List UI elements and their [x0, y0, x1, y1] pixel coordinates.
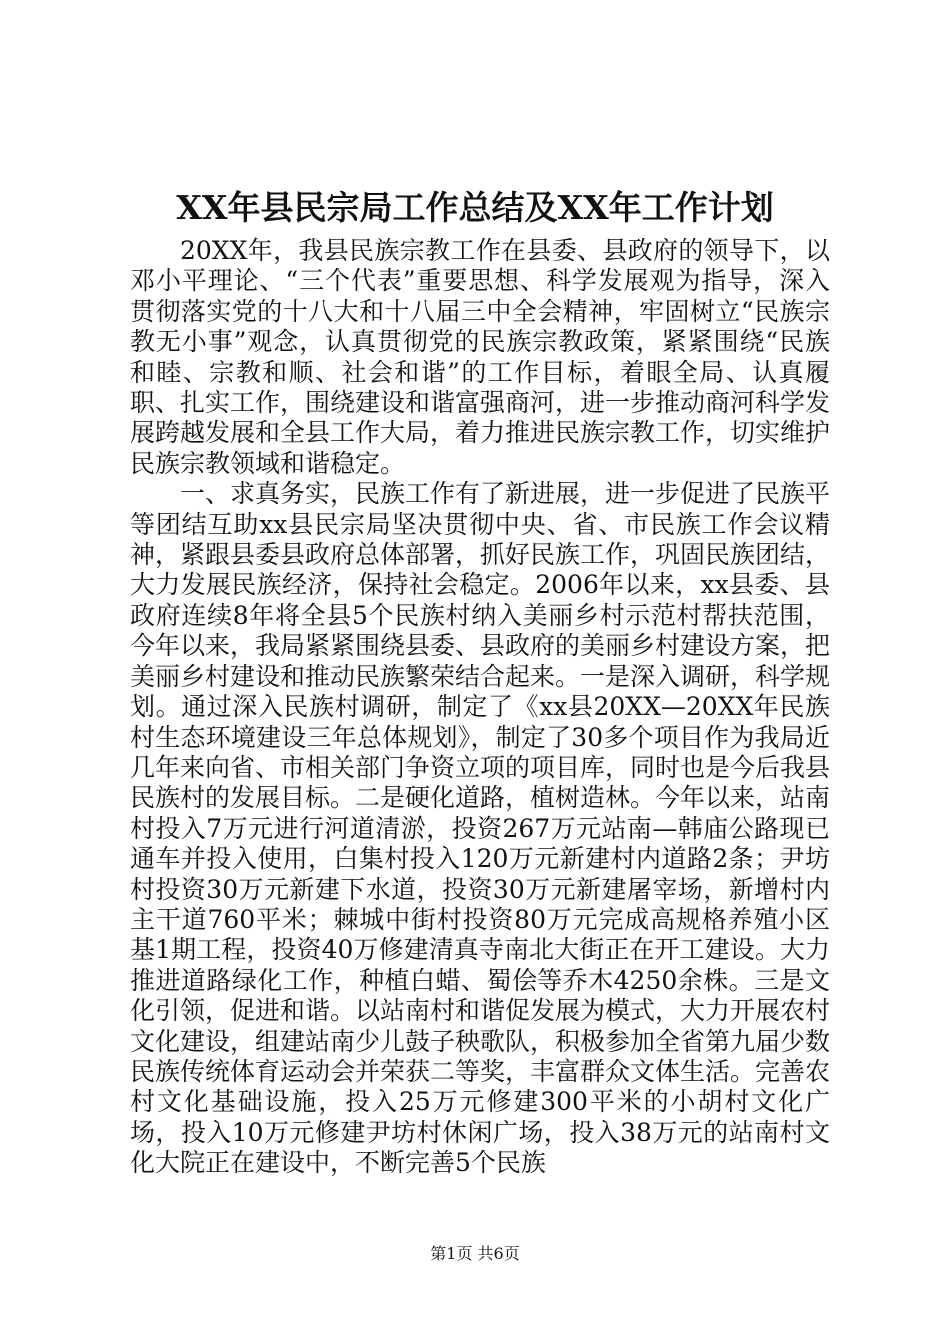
page-number-footer: 第1页 共6页 [430, 1244, 520, 1263]
paragraph-intro: 20XX年，我县民族宗教工作在县委、县政府的领导下，以邓小平理论、“三个代表”重要思想、科学发展观为指导，深入贯彻落实党的十八大和十八届三中全会精神，牢固树立“民族宗教无小事”观念，认真贯彻党的民族宗教政策，紧紧围绕“民族和睦、宗教和顺、社会和谐”的工作目标，着眼全局、认真履职、扎实工作，围绕建设和谐富强商河，进一步推动商河科学发展跨越发展和全县工作大局，着力推进民族宗教工作，切实维护民族宗教领域和谐稳定。 [130, 236, 831, 478]
document-body [130, 236, 830, 1179]
document-title: XX年县民宗局工作总结及XX年工作计划 [176, 188, 774, 227]
paragraph-section-1: 一、求真务实，民族工作有了新进展，进一步促进了民族平等团结互助xx县民宗局坚决贯彻中央、省、市民族工作会议精神，紧跟县委县政府总体部署，抓好民族工作，巩固民族团结，大力发展民族经济，保持社会稳定。2006年以来，xx县委、县政府连续8年将全县5个民族村纳入美丽乡村示范村帮扶范围，今年以来，我局紧紧围绕县委、县政府的美丽乡村建设方案，把美丽乡村建设和推动民族繁荣结合起来。一是深入调研，科学规划。通过深入民族村调研，制定了《xx县20XX—20XX年民族村生态环境建设三年总体规划》，制定了30多个项目作为我局近几年来向省、市相关部门争资立项的项目库，同时也是今后我县民族村的发展目标。二是硬化道路，植树造林。今年以来，站南村投入7万元进行河道清淤，投资267万元站南—韩庙公路现已通车并投入使用，白集村投入120万元新建村内道路2条；尹坊村投资30万元新建下水道，投资30万元新建屠宰场，新增村内主干道760平米；棘城中街村投资80万元完成高规格养殖小区基1期工程，投资40万修建清真寺南北大街正在开工建设。大力推进道路绿化工作，种植白蜡、蜀侩等乔木4250余株。三是文化引领，促进和谐。以站南村和谐促发展为模式，大力开展农村文化建设，组建站南少儿鼓子秧歌队，积极参加全省第九届少数民族传统体育运动会并荣获二等奖，丰富群众文体生活。完善农村文化基础设施，投入25万元修建300平米的小胡村文化广场，投入10万元修建尹坊村休闲广场，投入38万元的站南村文化大院正在建设中，不断完善5个民族 [130, 479, 831, 1178]
